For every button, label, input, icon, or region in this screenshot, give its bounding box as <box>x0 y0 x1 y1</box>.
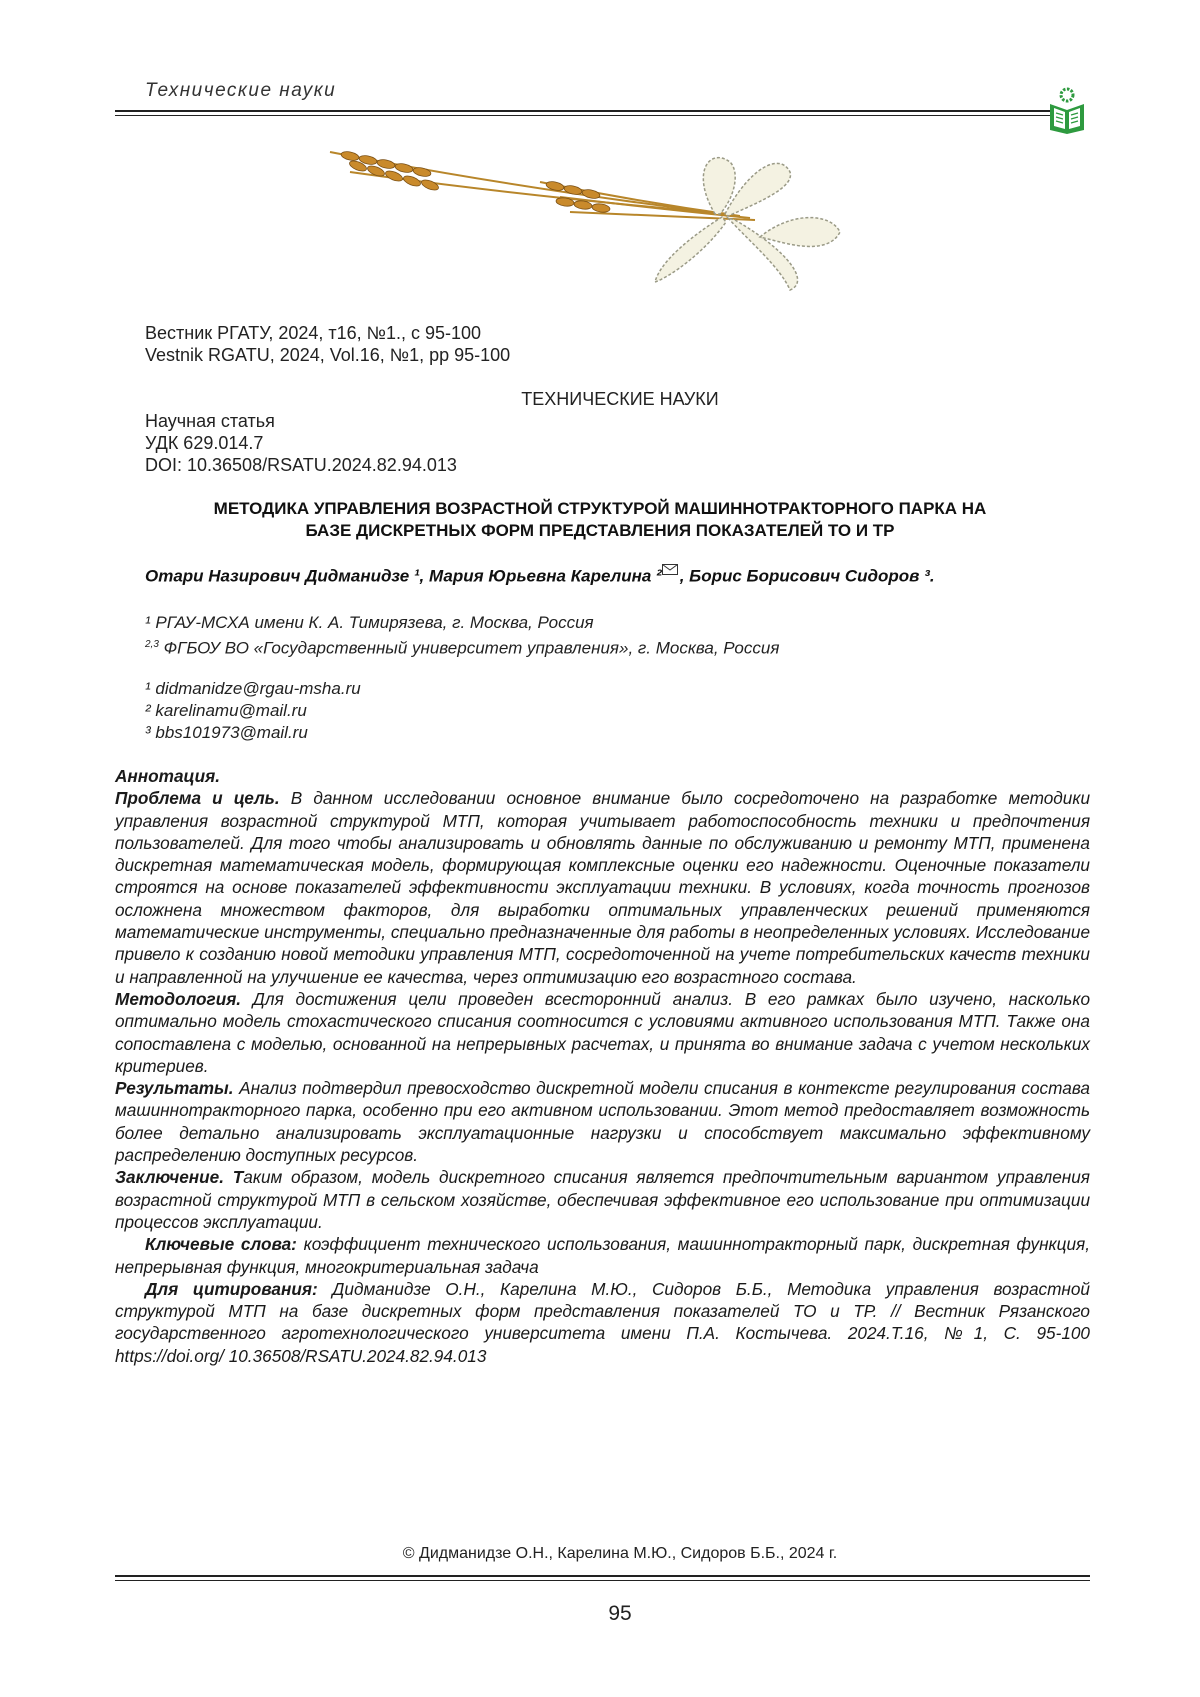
title-line-2: БАЗЕ ДИСКРЕТНЫХ ФОРМ ПРЕДСТАВЛЕНИЯ ПОКАЗАТЕЛЕЙ ТО И ТР <box>305 521 895 540</box>
citation-en: Vestnik RGATU, 2024, Vol.16, №1, pp 95-100 <box>145 345 511 365</box>
affiliation-2-3-sup: 2,3 <box>145 639 159 650</box>
method-label: Методология. <box>115 988 242 1009</box>
page-number: 95 <box>608 1602 632 1625</box>
affiliation-2-3 <box>145 634 779 660</box>
article-title <box>130 498 1070 542</box>
cite-text: Дидманидзе О.Н., Карелина М.Ю., Сидоров Б.Б., Методика управления возрастной структурой МТП на базе дискретных форм представления показателей ТО и ТР. // Вестник Рязанского государственного агротехнологического университета имени П.А. Костычева. 2024.Т.16, №1, С. 95-100 https://doi.org/ 10.36508/RSATU.2024.82.94.013 <box>115 1278 1090 1366</box>
results-label: Результаты. <box>115 1078 234 1099</box>
email-3[interactable]: ³ bbs101973@mail.ru <box>145 723 308 742</box>
footer-rule <box>115 1575 1090 1577</box>
results-text: Анализ подтвердил превосходство дискретной модели списания в контексте регулирования состава машиннотракторного парка, особенно при его активном использовании. Этот метод предоставляет возможность более детально анализировать эксплуатационные нагрузки и способствует максимально эффективному распределению доступных ресурсов. <box>115 1078 1090 1166</box>
problem-text: В данном исследовании основное внимание было сосредоточено на разработке методики управления возрастной структурой МТП, которая учитывает работоспособность техники и предпочтения пользователей. Для того чтобы анализировать и обновлять данные по обслуживанию и ремонту МТП, применена дискретная математическая модель, формирующая комплексные оценки его надежности. Оценочные показатели строятся на основе показателей эффективности эксплуатации техники. В условиях, когда точность прогнозов осложнена множеством факторов, для выработки оптимальных управленческих решений применяются математические инструменты, специально предназначенные для работы в неопределенных условиях. Исследование привело к созданию новой методики управления МТП, сосредоточенной на учете потребительских качеств техники и направленной на улучшение ее качества, через оптимизацию его возрастного состава. <box>115 788 1091 987</box>
author-3: , Борис Борисович Сидоров ³. <box>679 566 935 586</box>
title-line-1: МЕТОДИКА УПРАВЛЕНИЯ ВОЗРАСТНОЙ СТРУКТУРОЙ МАШИННОТРАКТОРНОГО ПАРКА НА <box>213 499 987 518</box>
envelope-icon <box>662 564 678 575</box>
method-text: Для достижения цели проведен всесторонний анализ. В его рамках было изучено, насколько оптимально модель стохастического списания соотносится с условиями активного использования МТП. Также она сопоставлена с моделью, основанной на непрерывных расчетах, и принята во внимание задача с учетом нескольких критериев. <box>115 988 1090 1076</box>
affiliation-2-3-text: ФГБОУ ВО «Государственный университет управления», г. Москва, Россия <box>158 638 780 658</box>
author-1: Отари Назирович Дидманидзе ¹, <box>145 566 430 586</box>
section-heading: ТЕХНИЧЕСКИЕ НАУКИ <box>521 389 719 409</box>
article-type: Научная статья <box>145 411 275 431</box>
abstract-results <box>115 1077 1090 1166</box>
wheat-ribbon-illustration <box>310 142 930 292</box>
abstract-methodology <box>115 988 1090 1077</box>
abstract-conclusion <box>115 1166 1090 1233</box>
journal-logo-icon <box>1046 86 1088 134</box>
doi: DOI: 10.36508/RSATU.2024.82.94.013 <box>145 455 457 475</box>
conclusion-text: аким образом, модель дискретного списания является предпочтительным вариантом управления возрастной структурой МТП в сельском хозяйстве, обеспечивая эффективное его использование при оптимизации процессов эксплуатации. <box>115 1167 1090 1232</box>
abstract <box>115 765 1090 1367</box>
abstract-heading: Аннотация. <box>115 766 221 786</box>
header-rule <box>115 110 1065 112</box>
abstract-problem <box>115 787 1090 988</box>
udc: УДК 629.014.7 <box>145 433 264 453</box>
author-2: Мария Юрьевна Карелина ² <box>429 566 662 586</box>
header-rule-thin <box>115 115 1065 116</box>
footer-rule-thin <box>115 1580 1090 1581</box>
keywords-text: коэффициент технического использования, машиннотракторный парк, дискретная функция, непрерывная функция, многокритериальная задача <box>115 1234 1090 1277</box>
citation-ru: Вестник РГАТУ, 2024, т16, №1., с 95-100 <box>145 323 482 343</box>
affiliation-1: ¹ РГАУ-МСХА имени К. А. Тимирязева, г. Москва, Россия <box>145 613 594 632</box>
keywords-label: Ключевые слова: <box>145 1234 297 1255</box>
running-head: Технические науки <box>145 80 337 101</box>
problem-label: Проблема и цель. <box>115 788 280 809</box>
keywords <box>115 1233 1090 1278</box>
authors <box>145 564 1105 587</box>
email-2[interactable]: ² karelinamu@mail.ru <box>145 701 307 720</box>
citation-block <box>115 1278 1090 1367</box>
email-1[interactable]: ¹ didmanidze@rgau-msha.ru <box>145 679 361 698</box>
cite-label: Для цитирования: <box>145 1278 318 1299</box>
conclusion-label: Заключение. Т <box>115 1167 244 1188</box>
copyright: © Дидманидзе О.Н., Карелина М.Ю., Сидоров Б.Б., 2024 г. <box>402 1545 838 1562</box>
